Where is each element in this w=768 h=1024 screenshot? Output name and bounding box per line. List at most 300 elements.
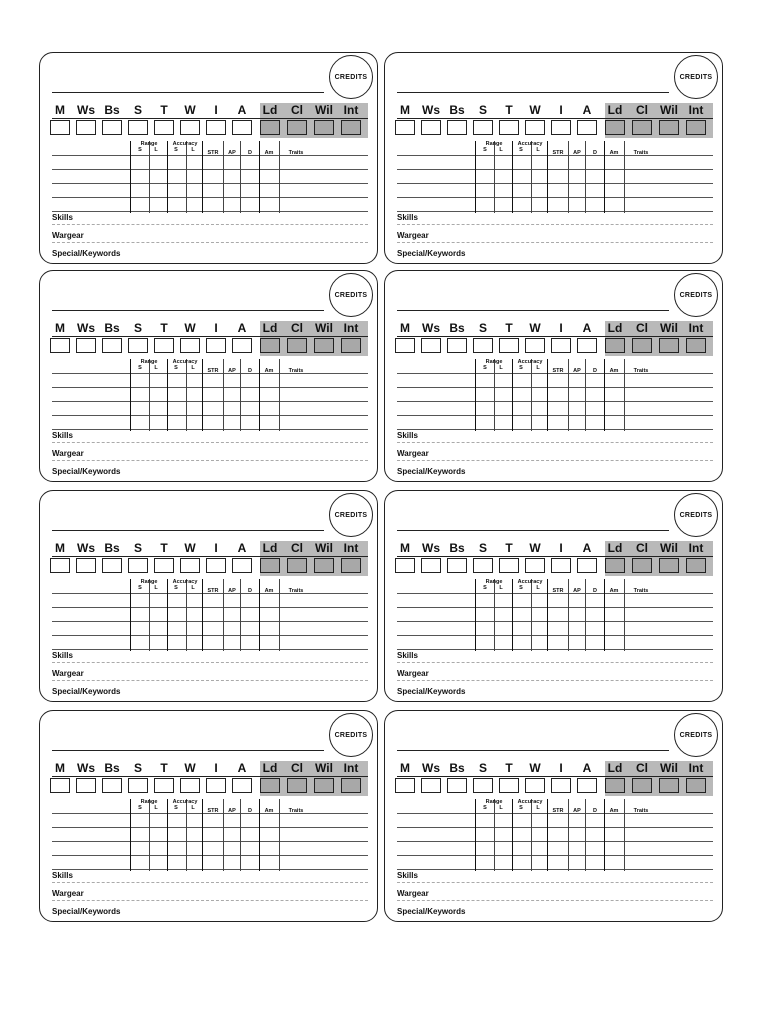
fighter-name-field[interactable] xyxy=(397,750,669,751)
stat-box-ws[interactable] xyxy=(76,778,96,793)
section-field-skills[interactable] xyxy=(52,442,368,443)
stat-header-m: M xyxy=(55,541,65,555)
stat-header-s: S xyxy=(133,103,142,117)
weapon-header-short: S xyxy=(483,585,487,591)
weapon-header-range: Range xyxy=(140,141,158,147)
weapon-header-long: L xyxy=(154,585,158,591)
stat-header-s: S xyxy=(133,761,142,775)
stat-box-i[interactable] xyxy=(206,558,226,573)
weapon-header-am: Am xyxy=(609,368,619,374)
fighter-name-field[interactable] xyxy=(397,530,669,531)
stat-box-ld[interactable] xyxy=(260,120,280,135)
stat-box-ws[interactable] xyxy=(421,778,441,793)
weapon-column-divider xyxy=(512,799,513,871)
stat-box-ws[interactable] xyxy=(76,338,96,353)
stat-header-m: M xyxy=(400,103,410,117)
stat-header-t: T xyxy=(160,321,168,335)
section-label-wargear: Wargear xyxy=(397,231,429,240)
credits-circle[interactable] xyxy=(674,273,718,317)
stat-box-wil[interactable] xyxy=(314,338,334,353)
stat-box-t[interactable] xyxy=(154,120,174,135)
weapon-row-line xyxy=(52,211,368,212)
weapon-header-traits: Traits xyxy=(633,368,649,374)
weapon-header-accuracy: Accuracy xyxy=(172,579,198,585)
stat-header-int: Int xyxy=(343,761,359,775)
stat-header-ld: Ld xyxy=(607,103,623,117)
weapon-row-line xyxy=(397,429,713,430)
stat-header-cl: Cl xyxy=(636,321,648,335)
stat-box-t[interactable] xyxy=(154,558,174,573)
section-field-wargear[interactable] xyxy=(397,680,713,681)
stat-box-a[interactable] xyxy=(577,338,597,353)
weapon-header-long: L xyxy=(536,147,540,153)
stat-header-w: W xyxy=(529,761,541,775)
weapon-row-line xyxy=(397,621,713,622)
stat-box-s[interactable] xyxy=(473,558,493,573)
weapon-header-range: Range xyxy=(140,799,158,805)
section-field-skills[interactable] xyxy=(52,224,368,225)
stat-header-ld: Ld xyxy=(607,541,623,555)
fighter-name-field[interactable] xyxy=(52,92,324,93)
weapon-column-divider xyxy=(475,141,476,213)
stat-box-cl[interactable] xyxy=(632,558,652,573)
weapon-header-traits: Traits xyxy=(633,808,649,814)
stat-header-wil: Wil xyxy=(315,541,333,555)
stat-box-t[interactable] xyxy=(499,558,519,573)
stat-box-m[interactable] xyxy=(395,120,415,135)
weapon-row-line xyxy=(52,855,368,856)
weapon-column-divider xyxy=(167,799,168,871)
weapon-header-ap: AP xyxy=(573,808,581,814)
stat-header-ws: Ws xyxy=(77,321,95,335)
weapon-header-short: S xyxy=(174,147,178,153)
weapon-header-str: STR xyxy=(207,588,219,594)
weapon-row-line xyxy=(52,621,368,622)
stat-header-i: I xyxy=(559,321,563,335)
stat-box-m[interactable] xyxy=(50,558,70,573)
stat-box-s[interactable] xyxy=(473,120,493,135)
stat-box-ld[interactable] xyxy=(605,120,625,135)
weapon-header-short: S xyxy=(138,805,142,811)
weapon-column-divider xyxy=(624,141,625,213)
stat-box-int[interactable] xyxy=(686,120,706,135)
stat-box-m[interactable] xyxy=(50,120,70,135)
weapon-header-accuracy: Accuracy xyxy=(172,359,198,365)
stat-box-wil[interactable] xyxy=(659,558,679,573)
stat-header-t: T xyxy=(505,321,513,335)
stat-box-w[interactable] xyxy=(525,778,545,793)
weapon-row-line xyxy=(397,827,713,828)
weapon-header-ap: AP xyxy=(228,588,236,594)
stat-header-bs: Bs xyxy=(449,541,465,555)
section-field-skills[interactable] xyxy=(397,882,713,883)
stat-header-i: I xyxy=(214,541,218,555)
stat-box-a[interactable] xyxy=(232,338,252,353)
stat-box-int[interactable] xyxy=(341,558,361,573)
stat-box-bs[interactable] xyxy=(102,120,122,135)
stat-box-i[interactable] xyxy=(551,120,571,135)
stat-box-m[interactable] xyxy=(395,558,415,573)
stat-box-wil[interactable] xyxy=(659,778,679,793)
section-label-special-keywords: Special/Keywords xyxy=(397,249,466,258)
weapon-header-accuracy: Accuracy xyxy=(517,359,543,365)
stat-box-m[interactable] xyxy=(395,338,415,353)
stat-box-s[interactable] xyxy=(473,778,493,793)
weapon-column-divider xyxy=(186,141,187,213)
stat-box-ws[interactable] xyxy=(421,120,441,135)
stat-box-ld[interactable] xyxy=(605,338,625,353)
weapon-column-divider xyxy=(186,359,187,431)
weapon-header-ap: AP xyxy=(228,808,236,814)
stat-box-ws[interactable] xyxy=(76,558,96,573)
stat-box-cl[interactable] xyxy=(287,120,307,135)
weapon-header-traits: Traits xyxy=(288,808,304,814)
weapon-header-am: Am xyxy=(264,368,274,374)
stat-box-t[interactable] xyxy=(154,778,174,793)
stat-box-wil[interactable] xyxy=(314,558,334,573)
stat-box-i[interactable] xyxy=(206,120,226,135)
stat-box-a[interactable] xyxy=(577,558,597,573)
weapon-header-range: Range xyxy=(485,141,503,147)
stat-box-s[interactable] xyxy=(473,338,493,353)
stat-header-m: M xyxy=(55,761,65,775)
stat-box-w[interactable] xyxy=(180,120,200,135)
section-field-skills[interactable] xyxy=(397,224,713,225)
section-field-wargear[interactable] xyxy=(397,242,713,243)
stat-box-m[interactable] xyxy=(395,778,415,793)
credits-label: CREDITS xyxy=(679,731,713,739)
section-label-skills: Skills xyxy=(397,213,418,222)
stat-box-cl[interactable] xyxy=(632,778,652,793)
section-label-skills: Skills xyxy=(397,431,418,440)
fighter-name-field[interactable] xyxy=(397,310,669,311)
stat-box-a[interactable] xyxy=(232,778,252,793)
weapon-column-divider xyxy=(279,141,280,213)
fighter-name-field[interactable] xyxy=(52,310,324,311)
stat-box-m[interactable] xyxy=(50,338,70,353)
stat-header-m: M xyxy=(400,321,410,335)
weapon-header-traits: Traits xyxy=(633,588,649,594)
stat-header-wil: Wil xyxy=(315,761,333,775)
weapon-header-long: L xyxy=(191,365,195,371)
stat-box-i[interactable] xyxy=(551,778,571,793)
stat-box-i[interactable] xyxy=(551,558,571,573)
stat-box-t[interactable] xyxy=(499,120,519,135)
weapon-column-divider xyxy=(279,359,280,431)
stat-header-ws: Ws xyxy=(422,541,440,555)
weapon-header-accuracy: Accuracy xyxy=(172,141,198,147)
stat-box-t[interactable] xyxy=(499,338,519,353)
stat-header-ws: Ws xyxy=(77,761,95,775)
stat-header-rule xyxy=(52,336,368,337)
credits-label: CREDITS xyxy=(679,73,713,81)
weapon-column-divider xyxy=(130,579,131,651)
credits-circle[interactable] xyxy=(329,493,373,537)
stat-header-w: W xyxy=(529,321,541,335)
stat-box-cl[interactable] xyxy=(287,558,307,573)
weapon-row-line xyxy=(397,211,713,212)
stat-header-w: W xyxy=(184,321,196,335)
fighter-name-field[interactable] xyxy=(52,530,324,531)
stat-box-int[interactable] xyxy=(341,338,361,353)
credits-circle[interactable] xyxy=(329,713,373,757)
weapon-header-ap: AP xyxy=(573,588,581,594)
stat-box-ws[interactable] xyxy=(76,120,96,135)
stat-box-ld[interactable] xyxy=(605,558,625,573)
stat-header-a: A xyxy=(582,103,592,117)
weapon-column-divider xyxy=(494,579,495,651)
weapon-column-divider xyxy=(475,359,476,431)
stat-box-a[interactable] xyxy=(577,778,597,793)
weapon-row-line xyxy=(397,183,713,184)
stat-box-cl[interactable] xyxy=(287,778,307,793)
stat-box-w[interactable] xyxy=(525,558,545,573)
weapon-column-divider xyxy=(130,359,131,431)
stat-header-cl: Cl xyxy=(636,103,648,117)
stat-box-s[interactable] xyxy=(128,778,148,793)
weapon-column-divider xyxy=(149,359,150,431)
weapon-header-range: Range xyxy=(485,359,503,365)
stat-box-wil[interactable] xyxy=(659,120,679,135)
stat-header-bs: Bs xyxy=(104,321,120,335)
section-label-wargear: Wargear xyxy=(52,449,84,458)
stat-box-int[interactable] xyxy=(686,558,706,573)
weapon-header-traits: Traits xyxy=(288,150,304,156)
fighter-card xyxy=(384,52,723,264)
stat-box-w[interactable] xyxy=(180,778,200,793)
weapon-header-str: STR xyxy=(207,150,219,156)
weapon-column-divider xyxy=(475,579,476,651)
weapon-header-d: D xyxy=(593,808,597,814)
weapon-column-divider xyxy=(494,799,495,871)
weapon-column-divider xyxy=(512,579,513,651)
stat-box-s[interactable] xyxy=(128,338,148,353)
stat-box-i[interactable] xyxy=(206,338,226,353)
fighter-card xyxy=(39,710,378,922)
stat-box-bs[interactable] xyxy=(102,778,122,793)
weapon-table xyxy=(52,799,368,871)
fighter-name-field[interactable] xyxy=(397,92,669,93)
stat-header-wil: Wil xyxy=(660,103,678,117)
credits-label: CREDITS xyxy=(679,291,713,299)
stat-box-cl[interactable] xyxy=(632,338,652,353)
stat-box-ws[interactable] xyxy=(421,558,441,573)
stat-box-i[interactable] xyxy=(206,778,226,793)
weapon-header-d: D xyxy=(248,808,252,814)
stat-header-rule xyxy=(397,776,713,777)
weapon-column-divider xyxy=(279,799,280,871)
stat-box-wil[interactable] xyxy=(659,338,679,353)
weapon-header-traits: Traits xyxy=(288,368,304,374)
weapon-header-am: Am xyxy=(609,588,619,594)
credits-circle[interactable] xyxy=(329,55,373,99)
weapon-row-line xyxy=(397,401,713,402)
weapon-header-range: Range xyxy=(485,799,503,805)
section-label-special-keywords: Special/Keywords xyxy=(52,907,121,916)
weapon-column-divider xyxy=(149,141,150,213)
section-label-wargear: Wargear xyxy=(397,449,429,458)
weapon-header-str: STR xyxy=(552,150,564,156)
section-field-skills[interactable] xyxy=(397,442,713,443)
weapon-header-ap: AP xyxy=(228,368,236,374)
section-field-wargear[interactable] xyxy=(52,242,368,243)
weapon-row-line xyxy=(397,415,713,416)
weapon-column-divider xyxy=(167,359,168,431)
stat-box-int[interactable] xyxy=(686,778,706,793)
weapon-header-accuracy: Accuracy xyxy=(517,579,543,585)
weapon-row-line xyxy=(52,429,368,430)
weapon-column-divider xyxy=(475,799,476,871)
stat-header-cl: Cl xyxy=(291,321,303,335)
fighter-card xyxy=(384,710,723,922)
stat-header-ws: Ws xyxy=(77,541,95,555)
stat-box-t[interactable] xyxy=(499,778,519,793)
stat-box-s[interactable] xyxy=(128,120,148,135)
weapon-row-line xyxy=(397,869,713,870)
stat-box-int[interactable] xyxy=(341,120,361,135)
section-label-wargear: Wargear xyxy=(397,669,429,678)
weapon-header-long: L xyxy=(536,365,540,371)
stat-box-s[interactable] xyxy=(128,558,148,573)
stat-box-ld[interactable] xyxy=(260,778,280,793)
section-field-wargear[interactable] xyxy=(52,680,368,681)
credits-circle[interactable] xyxy=(674,493,718,537)
stat-header-s: S xyxy=(133,541,142,555)
section-label-wargear: Wargear xyxy=(52,889,84,898)
stat-box-bs[interactable] xyxy=(102,558,122,573)
stat-header-t: T xyxy=(505,541,513,555)
fighter-card xyxy=(384,490,723,702)
section-field-skills[interactable] xyxy=(397,662,713,663)
weapon-header-long: L xyxy=(154,365,158,371)
weapon-header-d: D xyxy=(248,588,252,594)
stat-box-wil[interactable] xyxy=(314,120,334,135)
stat-box-cl[interactable] xyxy=(632,120,652,135)
stat-box-w[interactable] xyxy=(525,120,545,135)
stat-box-bs[interactable] xyxy=(447,558,467,573)
weapon-header-accuracy: Accuracy xyxy=(517,799,543,805)
weapon-header-long: L xyxy=(499,147,503,153)
fighter-card xyxy=(384,270,723,482)
stat-header-m: M xyxy=(55,321,65,335)
stat-header-cl: Cl xyxy=(636,761,648,775)
stat-header-w: W xyxy=(529,103,541,117)
weapon-header-short: S xyxy=(138,365,142,371)
credits-circle[interactable] xyxy=(674,55,718,99)
fighter-card xyxy=(39,52,378,264)
weapon-row-line xyxy=(52,607,368,608)
section-field-wargear[interactable] xyxy=(397,460,713,461)
section-field-wargear[interactable] xyxy=(52,900,368,901)
weapon-header-range: Range xyxy=(140,579,158,585)
stat-header-bs: Bs xyxy=(104,541,120,555)
stat-box-m[interactable] xyxy=(50,778,70,793)
stat-box-bs[interactable] xyxy=(447,120,467,135)
stat-header-m: M xyxy=(400,761,410,775)
stat-box-int[interactable] xyxy=(686,338,706,353)
weapon-table xyxy=(52,579,368,651)
weapon-row-line xyxy=(397,635,713,636)
stat-header-bs: Bs xyxy=(104,103,120,117)
weapon-header-short: S xyxy=(138,585,142,591)
stat-header-a: A xyxy=(237,103,247,117)
stat-header-t: T xyxy=(505,103,513,117)
credits-label: CREDITS xyxy=(334,73,368,81)
section-label-special-keywords: Special/Keywords xyxy=(397,687,466,696)
stat-header-i: I xyxy=(559,103,563,117)
stat-box-a[interactable] xyxy=(232,558,252,573)
section-field-skills[interactable] xyxy=(52,662,368,663)
stat-box-i[interactable] xyxy=(551,338,571,353)
stat-box-bs[interactable] xyxy=(102,338,122,353)
stat-box-bs[interactable] xyxy=(447,778,467,793)
stat-header-i: I xyxy=(559,541,563,555)
stat-box-a[interactable] xyxy=(232,120,252,135)
fighter-name-field[interactable] xyxy=(52,750,324,751)
stat-header-w: W xyxy=(184,541,196,555)
weapon-header-long: L xyxy=(499,805,503,811)
weapon-header-range: Range xyxy=(140,359,158,365)
weapon-column-divider xyxy=(130,799,131,871)
section-field-skills[interactable] xyxy=(52,882,368,883)
weapon-header-accuracy: Accuracy xyxy=(172,799,198,805)
weapon-header-short: S xyxy=(138,147,142,153)
weapon-column-divider xyxy=(624,359,625,431)
stat-box-ws[interactable] xyxy=(421,338,441,353)
stat-header-a: A xyxy=(582,541,592,555)
stat-box-w[interactable] xyxy=(180,558,200,573)
stat-box-cl[interactable] xyxy=(287,338,307,353)
stat-header-ld: Ld xyxy=(262,103,278,117)
stat-box-wil[interactable] xyxy=(314,778,334,793)
stat-box-a[interactable] xyxy=(577,120,597,135)
section-field-wargear[interactable] xyxy=(52,460,368,461)
stat-box-ld[interactable] xyxy=(605,778,625,793)
weapon-header-long: L xyxy=(191,805,195,811)
weapon-header-long: L xyxy=(154,147,158,153)
weapon-column-divider xyxy=(167,141,168,213)
section-label-skills: Skills xyxy=(52,213,73,222)
section-label-wargear: Wargear xyxy=(52,669,84,678)
fighter-card xyxy=(39,490,378,702)
credits-circle[interactable] xyxy=(329,273,373,317)
stat-box-bs[interactable] xyxy=(447,338,467,353)
stat-header-int: Int xyxy=(688,761,704,775)
stat-box-t[interactable] xyxy=(154,338,174,353)
stat-header-m: M xyxy=(400,541,410,555)
weapon-table xyxy=(397,141,713,213)
stat-header-w: W xyxy=(529,541,541,555)
stat-box-ld[interactable] xyxy=(260,338,280,353)
weapon-table xyxy=(52,141,368,213)
weapon-column-divider xyxy=(167,579,168,651)
stat-box-w[interactable] xyxy=(525,338,545,353)
weapon-column-divider xyxy=(279,579,280,651)
weapon-column-divider xyxy=(186,799,187,871)
stat-box-w[interactable] xyxy=(180,338,200,353)
credits-circle[interactable] xyxy=(674,713,718,757)
section-field-wargear[interactable] xyxy=(397,900,713,901)
stat-box-ld[interactable] xyxy=(260,558,280,573)
stat-header-ws: Ws xyxy=(422,321,440,335)
stat-box-int[interactable] xyxy=(341,778,361,793)
weapon-header-str: STR xyxy=(552,808,564,814)
weapon-header-d: D xyxy=(593,150,597,156)
stat-header-w: W xyxy=(184,761,196,775)
weapon-header-short: S xyxy=(483,365,487,371)
weapon-column-divider xyxy=(531,359,532,431)
weapon-table xyxy=(397,579,713,651)
